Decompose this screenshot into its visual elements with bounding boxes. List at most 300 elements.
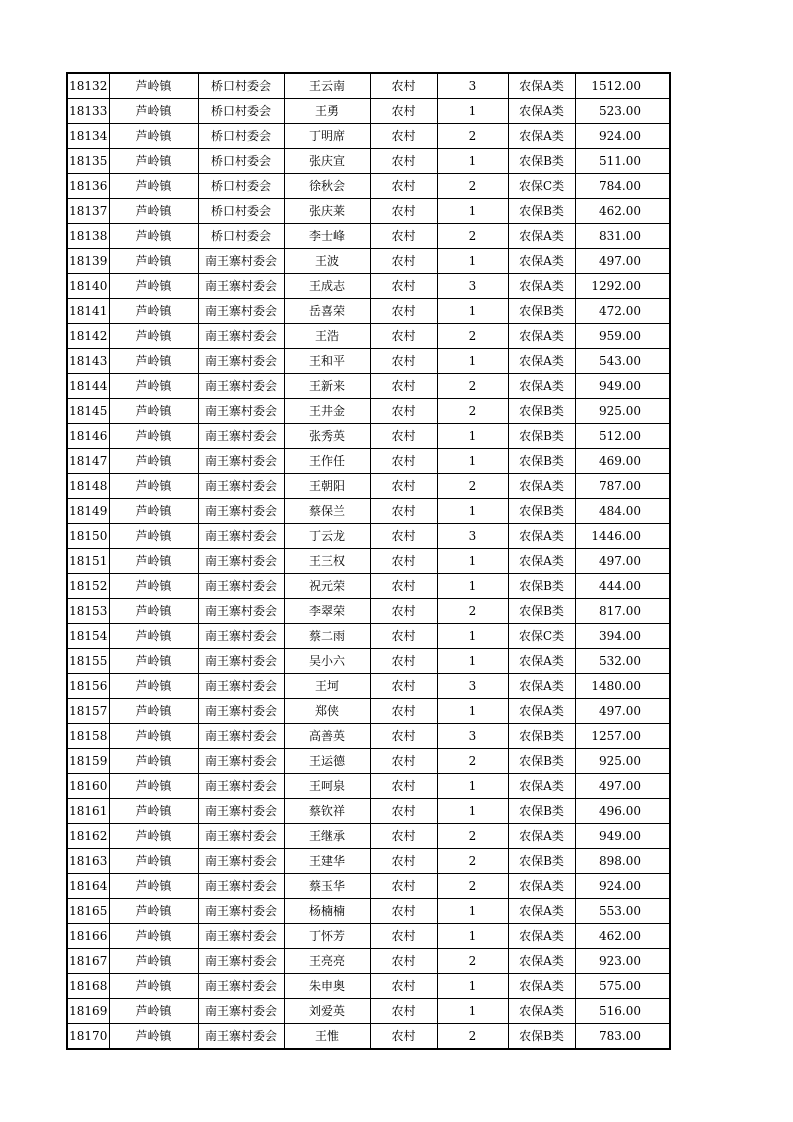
town-cell: 芦岭镇 bbox=[109, 274, 198, 299]
table-row bbox=[67, 424, 670, 449]
name-cell: 王成志 bbox=[284, 274, 370, 299]
household-size-cell: 3 bbox=[437, 73, 508, 99]
table-row bbox=[67, 324, 670, 349]
amount-cell: 1292.00 bbox=[575, 274, 670, 299]
household-size-cell: 2 bbox=[437, 849, 508, 874]
area-type-cell: 农村 bbox=[370, 73, 437, 99]
category-cell: 农保A类 bbox=[508, 824, 575, 849]
village-cell: 南王寨村委会 bbox=[198, 774, 284, 799]
table-row bbox=[67, 674, 670, 699]
town-cell: 芦岭镇 bbox=[109, 924, 198, 949]
amount-cell: 924.00 bbox=[575, 124, 670, 149]
town-cell: 芦岭镇 bbox=[109, 299, 198, 324]
name-cell: 高善英 bbox=[284, 724, 370, 749]
serial-cell: 18146 bbox=[67, 424, 109, 449]
table-row bbox=[67, 899, 670, 924]
table-row bbox=[67, 449, 670, 474]
name-cell: 祝元荣 bbox=[284, 574, 370, 599]
household-size-cell: 1 bbox=[437, 424, 508, 449]
village-cell: 南王寨村委会 bbox=[198, 849, 284, 874]
category-cell: 农保A类 bbox=[508, 874, 575, 899]
serial-cell: 18164 bbox=[67, 874, 109, 899]
data-table bbox=[66, 72, 671, 1050]
serial-cell: 18155 bbox=[67, 649, 109, 674]
household-size-cell: 1 bbox=[437, 549, 508, 574]
household-size-cell: 3 bbox=[437, 674, 508, 699]
area-type-cell: 农村 bbox=[370, 774, 437, 799]
serial-cell: 18145 bbox=[67, 399, 109, 424]
serial-cell: 18152 bbox=[67, 574, 109, 599]
category-cell: 农保A类 bbox=[508, 274, 575, 299]
household-size-cell: 2 bbox=[437, 174, 508, 199]
name-cell: 王三权 bbox=[284, 549, 370, 574]
village-cell: 桥口村委会 bbox=[198, 73, 284, 99]
household-size-cell: 2 bbox=[437, 824, 508, 849]
village-cell: 南王寨村委会 bbox=[198, 1024, 284, 1050]
town-cell: 芦岭镇 bbox=[109, 824, 198, 849]
amount-cell: 516.00 bbox=[575, 999, 670, 1024]
town-cell: 芦岭镇 bbox=[109, 649, 198, 674]
area-type-cell: 农村 bbox=[370, 699, 437, 724]
household-size-cell: 1 bbox=[437, 349, 508, 374]
serial-cell: 18159 bbox=[67, 749, 109, 774]
area-type-cell: 农村 bbox=[370, 874, 437, 899]
household-size-cell: 2 bbox=[437, 399, 508, 424]
village-cell: 南王寨村委会 bbox=[198, 674, 284, 699]
village-cell: 桥口村委会 bbox=[198, 149, 284, 174]
table-row bbox=[67, 849, 670, 874]
category-cell: 农保C类 bbox=[508, 174, 575, 199]
table-row bbox=[67, 824, 670, 849]
village-cell: 桥口村委会 bbox=[198, 224, 284, 249]
category-cell: 农保B类 bbox=[508, 724, 575, 749]
table-row bbox=[67, 274, 670, 299]
name-cell: 刘爱英 bbox=[284, 999, 370, 1024]
village-cell: 南王寨村委会 bbox=[198, 599, 284, 624]
area-type-cell: 农村 bbox=[370, 949, 437, 974]
category-cell: 农保A类 bbox=[508, 949, 575, 974]
amount-cell: 575.00 bbox=[575, 974, 670, 999]
amount-cell: 444.00 bbox=[575, 574, 670, 599]
table-row bbox=[67, 724, 670, 749]
serial-cell: 18160 bbox=[67, 774, 109, 799]
amount-cell: 462.00 bbox=[575, 199, 670, 224]
name-cell: 王坷 bbox=[284, 674, 370, 699]
household-size-cell: 1 bbox=[437, 299, 508, 324]
amount-cell: 817.00 bbox=[575, 599, 670, 624]
name-cell: 王继承 bbox=[284, 824, 370, 849]
serial-cell: 18133 bbox=[67, 99, 109, 124]
table-row bbox=[67, 1024, 670, 1050]
household-size-cell: 1 bbox=[437, 699, 508, 724]
category-cell: 农保B类 bbox=[508, 299, 575, 324]
area-type-cell: 农村 bbox=[370, 924, 437, 949]
area-type-cell: 农村 bbox=[370, 124, 437, 149]
serial-cell: 18154 bbox=[67, 624, 109, 649]
amount-cell: 512.00 bbox=[575, 424, 670, 449]
table-row bbox=[67, 599, 670, 624]
household-size-cell: 1 bbox=[437, 799, 508, 824]
category-cell: 农保B类 bbox=[508, 399, 575, 424]
table-row bbox=[67, 149, 670, 174]
area-type-cell: 农村 bbox=[370, 549, 437, 574]
category-cell: 农保B类 bbox=[508, 449, 575, 474]
amount-cell: 925.00 bbox=[575, 749, 670, 774]
town-cell: 芦岭镇 bbox=[109, 349, 198, 374]
serial-cell: 18137 bbox=[67, 199, 109, 224]
village-cell: 桥口村委会 bbox=[198, 99, 284, 124]
serial-cell: 18148 bbox=[67, 474, 109, 499]
name-cell: 蔡二雨 bbox=[284, 624, 370, 649]
village-cell: 南王寨村委会 bbox=[198, 499, 284, 524]
serial-cell: 18163 bbox=[67, 849, 109, 874]
name-cell: 王惟 bbox=[284, 1024, 370, 1050]
town-cell: 芦岭镇 bbox=[109, 499, 198, 524]
name-cell: 王井金 bbox=[284, 399, 370, 424]
category-cell: 农保B类 bbox=[508, 599, 575, 624]
village-cell: 桥口村委会 bbox=[198, 199, 284, 224]
table-row bbox=[67, 399, 670, 424]
table-row bbox=[67, 874, 670, 899]
amount-cell: 497.00 bbox=[575, 774, 670, 799]
amount-cell: 553.00 bbox=[575, 899, 670, 924]
area-type-cell: 农村 bbox=[370, 849, 437, 874]
household-size-cell: 1 bbox=[437, 249, 508, 274]
area-type-cell: 农村 bbox=[370, 749, 437, 774]
name-cell: 徐秋会 bbox=[284, 174, 370, 199]
town-cell: 芦岭镇 bbox=[109, 874, 198, 899]
table-row bbox=[67, 649, 670, 674]
serial-cell: 18139 bbox=[67, 249, 109, 274]
category-cell: 农保B类 bbox=[508, 424, 575, 449]
area-type-cell: 农村 bbox=[370, 899, 437, 924]
household-size-cell: 3 bbox=[437, 274, 508, 299]
category-cell: 农保A类 bbox=[508, 899, 575, 924]
village-cell: 南王寨村委会 bbox=[198, 724, 284, 749]
category-cell: 农保A类 bbox=[508, 924, 575, 949]
household-size-cell: 2 bbox=[437, 224, 508, 249]
area-type-cell: 农村 bbox=[370, 324, 437, 349]
name-cell: 王云南 bbox=[284, 73, 370, 99]
category-cell: 农保B类 bbox=[508, 749, 575, 774]
area-type-cell: 农村 bbox=[370, 999, 437, 1024]
household-size-cell: 1 bbox=[437, 899, 508, 924]
area-type-cell: 农村 bbox=[370, 799, 437, 824]
name-cell: 李士峰 bbox=[284, 224, 370, 249]
area-type-cell: 农村 bbox=[370, 599, 437, 624]
area-type-cell: 农村 bbox=[370, 499, 437, 524]
village-cell: 南王寨村委会 bbox=[198, 699, 284, 724]
serial-cell: 18136 bbox=[67, 174, 109, 199]
name-cell: 岳喜荣 bbox=[284, 299, 370, 324]
table-row bbox=[67, 349, 670, 374]
table-row bbox=[67, 799, 670, 824]
village-cell: 南王寨村委会 bbox=[198, 249, 284, 274]
serial-cell: 18142 bbox=[67, 324, 109, 349]
name-cell: 李翠荣 bbox=[284, 599, 370, 624]
area-type-cell: 农村 bbox=[370, 174, 437, 199]
village-cell: 南王寨村委会 bbox=[198, 424, 284, 449]
amount-cell: 784.00 bbox=[575, 174, 670, 199]
table-row bbox=[67, 224, 670, 249]
amount-cell: 523.00 bbox=[575, 99, 670, 124]
serial-cell: 18157 bbox=[67, 699, 109, 724]
household-size-cell: 1 bbox=[437, 99, 508, 124]
table-row bbox=[67, 124, 670, 149]
village-cell: 南王寨村委会 bbox=[198, 324, 284, 349]
area-type-cell: 农村 bbox=[370, 449, 437, 474]
name-cell: 王呵泉 bbox=[284, 774, 370, 799]
name-cell: 王作任 bbox=[284, 449, 370, 474]
town-cell: 芦岭镇 bbox=[109, 124, 198, 149]
area-type-cell: 农村 bbox=[370, 574, 437, 599]
area-type-cell: 农村 bbox=[370, 674, 437, 699]
amount-cell: 783.00 bbox=[575, 1024, 670, 1050]
town-cell: 芦岭镇 bbox=[109, 899, 198, 924]
serial-cell: 18134 bbox=[67, 124, 109, 149]
amount-cell: 469.00 bbox=[575, 449, 670, 474]
town-cell: 芦岭镇 bbox=[109, 249, 198, 274]
village-cell: 南王寨村委会 bbox=[198, 549, 284, 574]
household-size-cell: 1 bbox=[437, 149, 508, 174]
area-type-cell: 农村 bbox=[370, 824, 437, 849]
town-cell: 芦岭镇 bbox=[109, 199, 198, 224]
name-cell: 王亮亮 bbox=[284, 949, 370, 974]
town-cell: 芦岭镇 bbox=[109, 324, 198, 349]
table-row bbox=[67, 999, 670, 1024]
serial-cell: 18156 bbox=[67, 674, 109, 699]
category-cell: 农保A类 bbox=[508, 999, 575, 1024]
village-cell: 南王寨村委会 bbox=[198, 949, 284, 974]
name-cell: 丁云龙 bbox=[284, 524, 370, 549]
household-size-cell: 1 bbox=[437, 449, 508, 474]
category-cell: 农保A类 bbox=[508, 249, 575, 274]
household-size-cell: 2 bbox=[437, 474, 508, 499]
serial-cell: 18150 bbox=[67, 524, 109, 549]
category-cell: 农保B类 bbox=[508, 849, 575, 874]
serial-cell: 18158 bbox=[67, 724, 109, 749]
serial-cell: 18168 bbox=[67, 974, 109, 999]
household-size-cell: 2 bbox=[437, 874, 508, 899]
household-size-cell: 2 bbox=[437, 374, 508, 399]
village-cell: 南王寨村委会 bbox=[198, 824, 284, 849]
table-row bbox=[67, 549, 670, 574]
amount-cell: 898.00 bbox=[575, 849, 670, 874]
town-cell: 芦岭镇 bbox=[109, 974, 198, 999]
table-row bbox=[67, 73, 670, 99]
serial-cell: 18161 bbox=[67, 799, 109, 824]
table-row bbox=[67, 99, 670, 124]
area-type-cell: 农村 bbox=[370, 649, 437, 674]
village-cell: 南王寨村委会 bbox=[198, 874, 284, 899]
category-cell: 农保A类 bbox=[508, 474, 575, 499]
town-cell: 芦岭镇 bbox=[109, 599, 198, 624]
table-row bbox=[67, 749, 670, 774]
table-row bbox=[67, 524, 670, 549]
household-size-cell: 1 bbox=[437, 974, 508, 999]
village-cell: 南王寨村委会 bbox=[198, 524, 284, 549]
name-cell: 张庆莱 bbox=[284, 199, 370, 224]
serial-cell: 18144 bbox=[67, 374, 109, 399]
name-cell: 吴小六 bbox=[284, 649, 370, 674]
village-cell: 南王寨村委会 bbox=[198, 349, 284, 374]
table-row bbox=[67, 499, 670, 524]
table-row bbox=[67, 474, 670, 499]
category-cell: 农保A类 bbox=[508, 699, 575, 724]
town-cell: 芦岭镇 bbox=[109, 624, 198, 649]
area-type-cell: 农村 bbox=[370, 224, 437, 249]
village-cell: 南王寨村委会 bbox=[198, 624, 284, 649]
category-cell: 农保B类 bbox=[508, 499, 575, 524]
amount-cell: 959.00 bbox=[575, 324, 670, 349]
amount-cell: 484.00 bbox=[575, 499, 670, 524]
town-cell: 芦岭镇 bbox=[109, 749, 198, 774]
category-cell: 农保C类 bbox=[508, 624, 575, 649]
village-cell: 南王寨村委会 bbox=[198, 749, 284, 774]
category-cell: 农保A类 bbox=[508, 374, 575, 399]
village-cell: 南王寨村委会 bbox=[198, 474, 284, 499]
amount-cell: 1257.00 bbox=[575, 724, 670, 749]
town-cell: 芦岭镇 bbox=[109, 799, 198, 824]
town-cell: 芦岭镇 bbox=[109, 149, 198, 174]
household-size-cell: 2 bbox=[437, 599, 508, 624]
serial-cell: 18141 bbox=[67, 299, 109, 324]
amount-cell: 949.00 bbox=[575, 824, 670, 849]
town-cell: 芦岭镇 bbox=[109, 474, 198, 499]
amount-cell: 497.00 bbox=[575, 699, 670, 724]
amount-cell: 1512.00 bbox=[575, 73, 670, 99]
name-cell: 王建华 bbox=[284, 849, 370, 874]
area-type-cell: 农村 bbox=[370, 349, 437, 374]
village-cell: 桥口村委会 bbox=[198, 124, 284, 149]
name-cell: 蔡钦祥 bbox=[284, 799, 370, 824]
name-cell: 王波 bbox=[284, 249, 370, 274]
amount-cell: 511.00 bbox=[575, 149, 670, 174]
name-cell: 王新来 bbox=[284, 374, 370, 399]
name-cell: 丁怀芳 bbox=[284, 924, 370, 949]
town-cell: 芦岭镇 bbox=[109, 524, 198, 549]
amount-cell: 462.00 bbox=[575, 924, 670, 949]
amount-cell: 543.00 bbox=[575, 349, 670, 374]
household-size-cell: 2 bbox=[437, 324, 508, 349]
amount-cell: 497.00 bbox=[575, 249, 670, 274]
amount-cell: 532.00 bbox=[575, 649, 670, 674]
category-cell: 农保B类 bbox=[508, 149, 575, 174]
town-cell: 芦岭镇 bbox=[109, 399, 198, 424]
table-row bbox=[67, 174, 670, 199]
area-type-cell: 农村 bbox=[370, 299, 437, 324]
serial-cell: 18153 bbox=[67, 599, 109, 624]
serial-cell: 18165 bbox=[67, 899, 109, 924]
name-cell: 王运德 bbox=[284, 749, 370, 774]
area-type-cell: 农村 bbox=[370, 724, 437, 749]
area-type-cell: 农村 bbox=[370, 99, 437, 124]
serial-cell: 18147 bbox=[67, 449, 109, 474]
household-size-cell: 1 bbox=[437, 774, 508, 799]
town-cell: 芦岭镇 bbox=[109, 774, 198, 799]
table-row bbox=[67, 924, 670, 949]
amount-cell: 497.00 bbox=[575, 549, 670, 574]
household-size-cell: 2 bbox=[437, 124, 508, 149]
category-cell: 农保A类 bbox=[508, 324, 575, 349]
town-cell: 芦岭镇 bbox=[109, 549, 198, 574]
village-cell: 南王寨村委会 bbox=[198, 799, 284, 824]
town-cell: 芦岭镇 bbox=[109, 949, 198, 974]
category-cell: 农保A类 bbox=[508, 649, 575, 674]
name-cell: 蔡保兰 bbox=[284, 499, 370, 524]
village-cell: 南王寨村委会 bbox=[198, 649, 284, 674]
village-cell: 桥口村委会 bbox=[198, 174, 284, 199]
village-cell: 南王寨村委会 bbox=[198, 299, 284, 324]
town-cell: 芦岭镇 bbox=[109, 674, 198, 699]
serial-cell: 18135 bbox=[67, 149, 109, 174]
name-cell: 王和平 bbox=[284, 349, 370, 374]
village-cell: 南王寨村委会 bbox=[198, 899, 284, 924]
table-row bbox=[67, 574, 670, 599]
household-size-cell: 1 bbox=[437, 499, 508, 524]
area-type-cell: 农村 bbox=[370, 1024, 437, 1050]
amount-cell: 925.00 bbox=[575, 399, 670, 424]
town-cell: 芦岭镇 bbox=[109, 449, 198, 474]
area-type-cell: 农村 bbox=[370, 474, 437, 499]
amount-cell: 924.00 bbox=[575, 874, 670, 899]
serial-cell: 18140 bbox=[67, 274, 109, 299]
amount-cell: 1446.00 bbox=[575, 524, 670, 549]
category-cell: 农保A类 bbox=[508, 774, 575, 799]
category-cell: 农保B类 bbox=[508, 799, 575, 824]
amount-cell: 949.00 bbox=[575, 374, 670, 399]
household-size-cell: 1 bbox=[437, 624, 508, 649]
name-cell: 张秀英 bbox=[284, 424, 370, 449]
table-row bbox=[67, 374, 670, 399]
village-cell: 南王寨村委会 bbox=[198, 924, 284, 949]
amount-cell: 1480.00 bbox=[575, 674, 670, 699]
area-type-cell: 农村 bbox=[370, 199, 437, 224]
name-cell: 王朝阳 bbox=[284, 474, 370, 499]
amount-cell: 787.00 bbox=[575, 474, 670, 499]
category-cell: 农保A类 bbox=[508, 524, 575, 549]
table-body bbox=[67, 73, 670, 1049]
name-cell: 郑侠 bbox=[284, 699, 370, 724]
village-cell: 南王寨村委会 bbox=[198, 999, 284, 1024]
area-type-cell: 农村 bbox=[370, 149, 437, 174]
table-row bbox=[67, 249, 670, 274]
serial-cell: 18132 bbox=[67, 73, 109, 99]
village-cell: 南王寨村委会 bbox=[198, 374, 284, 399]
category-cell: 农保A类 bbox=[508, 549, 575, 574]
amount-cell: 831.00 bbox=[575, 224, 670, 249]
table-row bbox=[67, 699, 670, 724]
town-cell: 芦岭镇 bbox=[109, 999, 198, 1024]
amount-cell: 394.00 bbox=[575, 624, 670, 649]
category-cell: 农保A类 bbox=[508, 224, 575, 249]
serial-cell: 18143 bbox=[67, 349, 109, 374]
town-cell: 芦岭镇 bbox=[109, 174, 198, 199]
town-cell: 芦岭镇 bbox=[109, 699, 198, 724]
name-cell: 王勇 bbox=[284, 99, 370, 124]
name-cell: 朱申奥 bbox=[284, 974, 370, 999]
category-cell: 农保A类 bbox=[508, 674, 575, 699]
village-cell: 南王寨村委会 bbox=[198, 399, 284, 424]
category-cell: 农保A类 bbox=[508, 124, 575, 149]
serial-cell: 18167 bbox=[67, 949, 109, 974]
category-cell: 农保B类 bbox=[508, 574, 575, 599]
category-cell: 农保B类 bbox=[508, 1024, 575, 1050]
household-size-cell: 2 bbox=[437, 949, 508, 974]
town-cell: 芦岭镇 bbox=[109, 424, 198, 449]
category-cell: 农保A类 bbox=[508, 99, 575, 124]
table-row bbox=[67, 774, 670, 799]
